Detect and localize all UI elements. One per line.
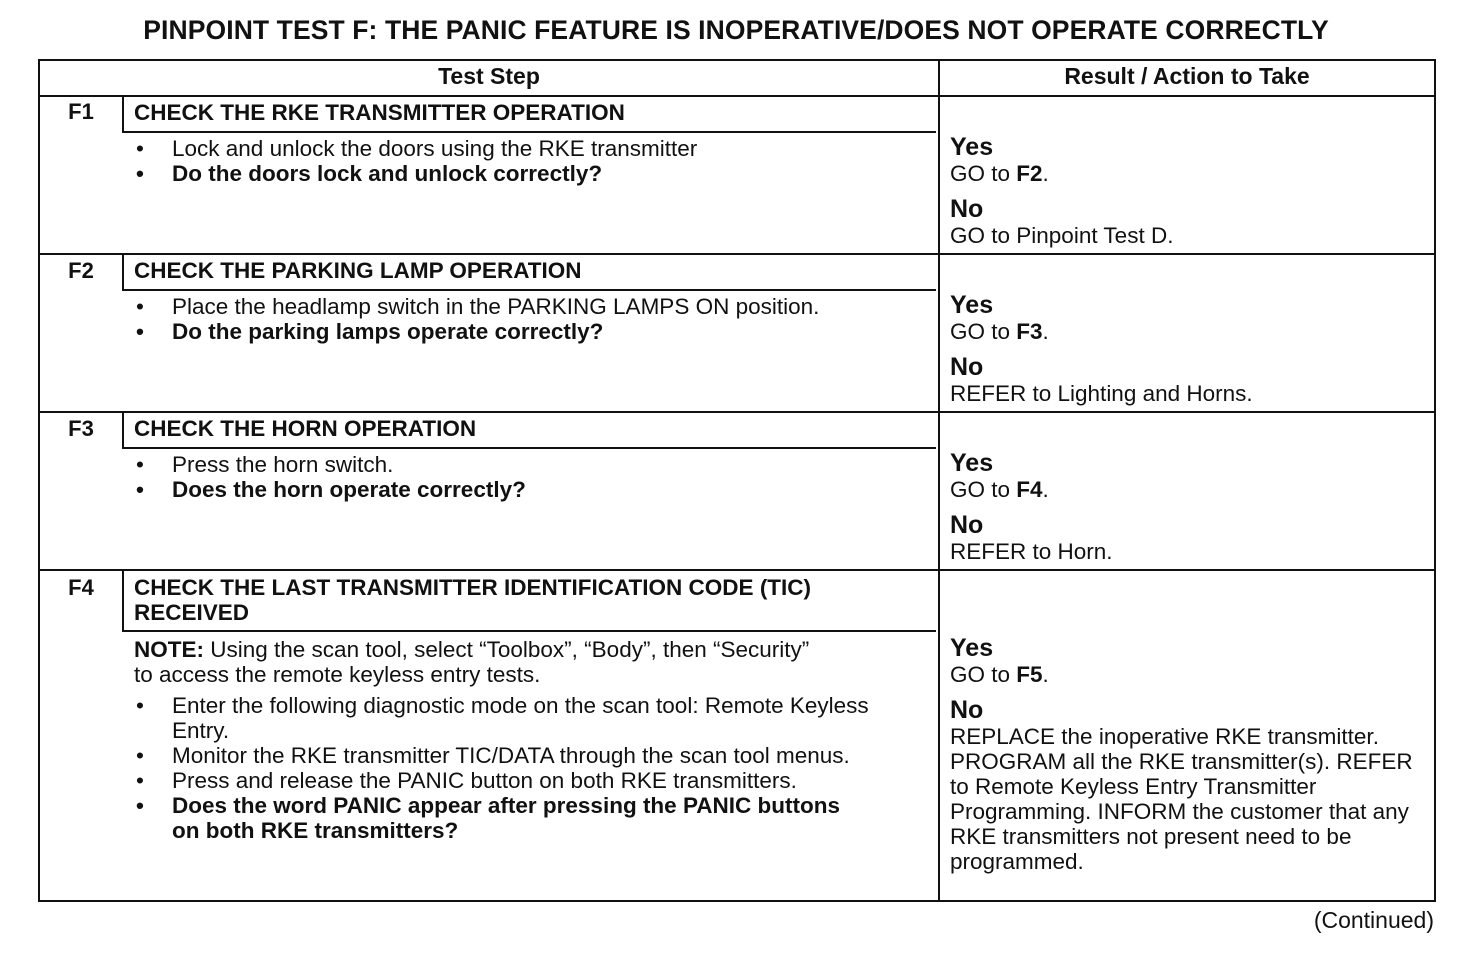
no-action: REPLACE the inoperative RKE transmitter. PROGRAM all the RKE transmitter(s). REFER to Remote Keyless Entry Transmitter Programming. INFORM the customer that any RKE transmitters not present need to be programmed. <box>950 724 1413 874</box>
yes-label: Yes <box>950 133 994 161</box>
note-label: NOTE: <box>134 637 204 662</box>
step-question: • Does the word PANIC appear after pressing the PANIC buttons on both RKE transmitters? <box>134 793 872 843</box>
bullet-item: • Press and release the PANIC button on both RKE transmitters. <box>134 768 932 793</box>
no-label: No <box>950 511 984 539</box>
header-divider <box>40 95 1434 97</box>
step-title-divider <box>122 447 936 449</box>
step-id-f3: F3 <box>68 416 94 441</box>
yes-label: Yes <box>950 634 994 662</box>
yes-action <box>950 319 1430 344</box>
step-body-f1 <box>134 136 914 186</box>
no-action: GO to Pinpoint Test D. <box>950 223 1174 248</box>
result-f3 <box>950 450 1430 564</box>
id-divider <box>122 411 124 447</box>
bullet-item: • Place the headlamp switch in the PARKING LAMPS ON position. <box>134 294 834 319</box>
step-title-f3: CHECK THE HORN OPERATION <box>134 416 477 441</box>
yes-label: Yes <box>950 291 994 319</box>
result-f4 <box>950 635 1428 874</box>
yes-action-text: GO to <box>950 477 1017 502</box>
result-f2 <box>950 292 1430 406</box>
no-label: No <box>950 353 984 381</box>
step-id-f2: F2 <box>68 258 94 283</box>
yes-target: F4 <box>1016 477 1043 502</box>
header-result: Result / Action to Take <box>1064 63 1310 89</box>
yes-target: F3 <box>1016 319 1043 344</box>
page-title: PINPOINT TEST F: THE PANIC FEATURE IS INOPERATIVE/DOES NOT OPERATE CORRECTLY <box>143 15 1329 45</box>
note-text: Using the scan tool, select “Toolbox”, “Body”, then “Security” to access the remote keyless entry tests. <box>134 637 810 687</box>
yes-action <box>950 662 1428 687</box>
id-divider <box>122 253 124 289</box>
step-id-f1: F1 <box>68 99 94 124</box>
step-question: • Do the doors lock and unlock correctly? <box>134 161 914 186</box>
yes-action-suffix: . <box>1042 161 1049 186</box>
step-title-divider <box>122 289 936 291</box>
no-label: No <box>950 195 984 223</box>
no-label: No <box>950 696 984 724</box>
yes-label: Yes <box>950 449 994 477</box>
continued-label: (Continued) <box>1313 907 1434 933</box>
step-divider <box>40 411 1434 413</box>
bullet-item: • Lock and unlock the doors using the RKE transmitter <box>134 136 914 161</box>
pinpoint-test-table <box>38 59 1436 902</box>
header-test-step: Test Step <box>438 63 540 89</box>
step-body-f4 <box>134 637 904 843</box>
bullet-item: • Monitor the RKE transmitter TIC/DATA through the scan tool menus. <box>134 743 892 768</box>
yes-action <box>950 161 1430 186</box>
id-divider <box>122 569 124 630</box>
bullet-item: • Enter the following diagnostic mode on the scan tool: Remote Keyless Entry. <box>134 693 892 743</box>
step-id-f4: F4 <box>68 575 94 600</box>
step-title-divider <box>122 131 936 133</box>
yes-action-text: GO to <box>950 319 1017 344</box>
column-divider <box>938 61 940 900</box>
step-title-f4: CHECK THE LAST TRANSMITTER IDENTIFICATION CODE (TIC) RECEIVED <box>134 575 812 625</box>
yes-action-suffix: . <box>1042 662 1049 687</box>
step-body-f2 <box>134 294 834 344</box>
yes-action-suffix: . <box>1042 477 1049 502</box>
yes-action <box>950 477 1430 502</box>
step-question: • Does the horn operate correctly? <box>134 477 914 502</box>
yes-action-text: GO to <box>950 161 1017 186</box>
step-title-f1: CHECK THE RKE TRANSMITTER OPERATION <box>134 100 625 125</box>
yes-target: F5 <box>1016 662 1043 687</box>
step-divider <box>40 253 1434 255</box>
no-action: REFER to Lighting and Horns. <box>950 381 1253 406</box>
yes-target: F2 <box>1016 161 1043 186</box>
yes-action-suffix: . <box>1042 319 1049 344</box>
step-note <box>134 637 824 687</box>
no-action: REFER to Horn. <box>950 539 1113 564</box>
yes-action-text: GO to <box>950 662 1017 687</box>
step-title-divider <box>122 630 936 632</box>
step-divider <box>40 569 1434 571</box>
step-question: • Do the parking lamps operate correctly? <box>134 319 834 344</box>
bullet-item: • Press the horn switch. <box>134 452 914 477</box>
id-divider <box>122 95 124 131</box>
step-title-f2: CHECK THE PARKING LAMP OPERATION <box>134 258 582 283</box>
step-body-f3 <box>134 452 914 502</box>
result-f1 <box>950 134 1430 248</box>
